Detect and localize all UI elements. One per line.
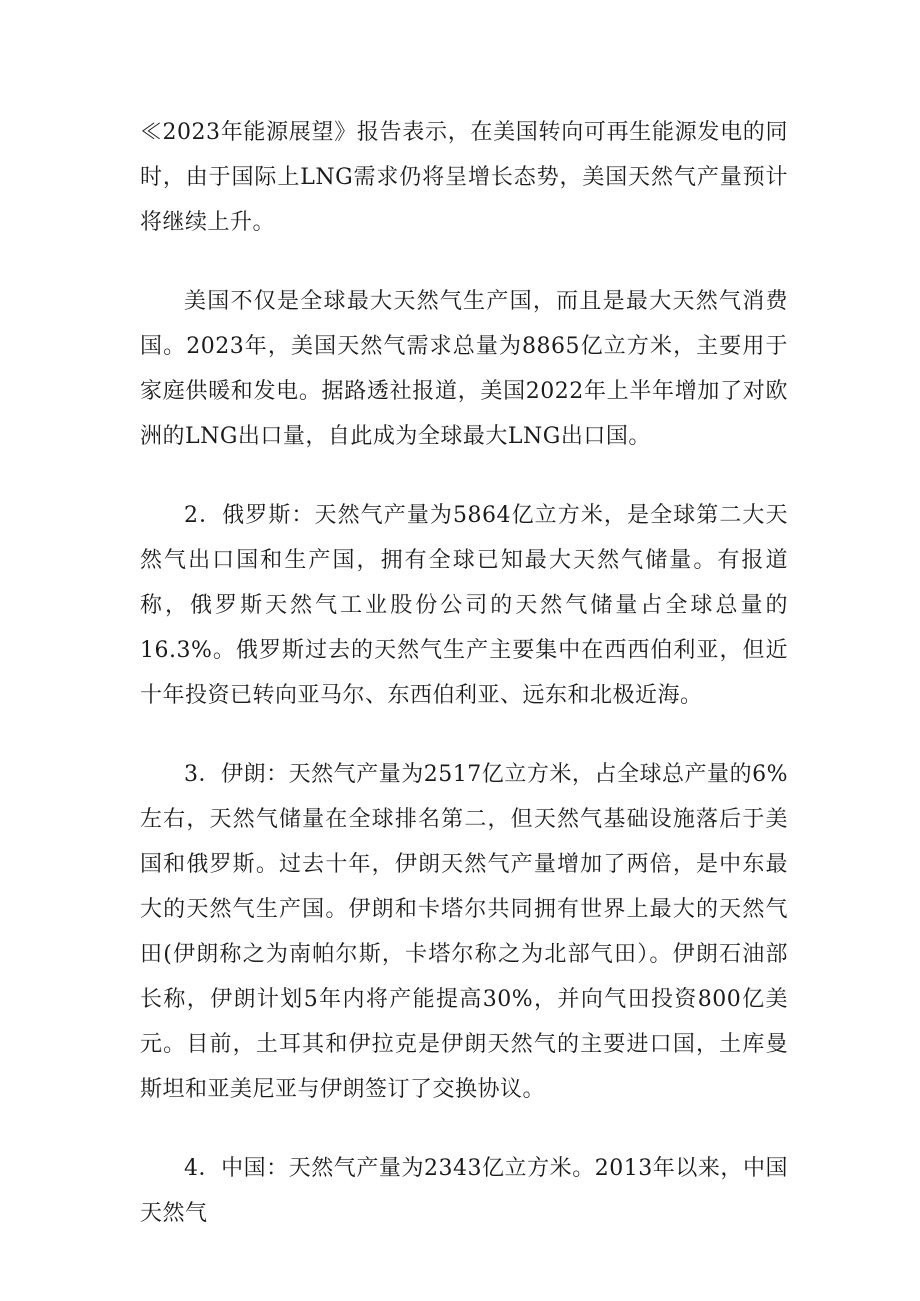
paragraph-russia: 2．俄罗斯：天然气产量为5864亿立方米，是全球第二大天然气出口国和生产国，拥有全球已知最大天然气储量。有报道称，俄罗斯天然气工业股份公司的天然气储量占全球总量的16.3%。俄罗斯过去的天然气生产主要集中在西西伯利亚，但近十年投资已转向亚马尔、东西伯利亚、远东和北极近海。 (140, 503, 788, 708)
document-body (140, 110, 788, 1236)
paragraph-iran: 3．伊朗：天然气产量为2517亿立方米，占全球总产量的6%左右，天然气储量在全球排名第二，但天然气基础设施落后于美国和俄罗斯。过去十年，伊朗天然气产量增加了两倍，是中东最大的天然气生产国。伊朗和卡塔尔共同拥有世界上最大的天然气田(伊朗称之为南帕尔斯，卡塔尔称之为北部气田）。伊朗石油部长称，伊朗计划5年内将产能提高30%，并向气田投资800亿美元。目前，土耳其和伊拉克是伊朗天然气的主要进口国，土库曼斯坦和亚美尼亚与伊朗签订了交换协议。 (140, 762, 788, 1102)
paragraph-china: 4．中国：天然气产量为2343亿立方米。2013年以来，中国天然气 (140, 1156, 788, 1226)
paragraph-energy-outlook: ≪2023年能源展望》报告表示，在美国转向可再生能源发电的同时，由于国际上LNG需求仍将呈增长态势，美国天然气产量预计将继续上升。 (140, 120, 788, 235)
paragraph-usa: 美国不仅是全球最大天然气生产国，而且是最大天然气消费国。2023年，美国天然气需求总量为8865亿立方米，主要用于家庭供暖和发电。据路透社报道，美国2022年上半年增加了对欧洲的LNG出口量，自此成为全球最大LNG出口国。 (140, 289, 788, 449)
